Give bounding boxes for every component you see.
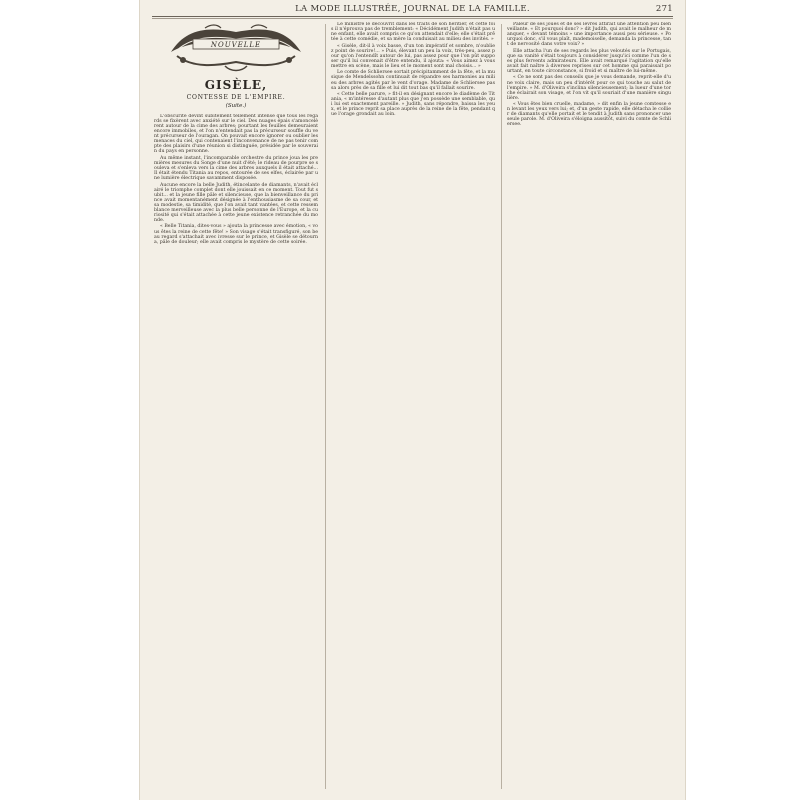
- column-separator: [501, 24, 502, 789]
- story-subtitle: CONTESSE DE L'EMPIRE.: [186, 94, 286, 101]
- column-text: [507, 22, 671, 790]
- column-1: [154, 22, 318, 792]
- page-number: 271: [655, 4, 673, 14]
- paragraph: Le ministre le découvrit dans les traits de son héritier, et cette fois il n'éprouva pas de tremblement: « Décidément Judith n'était pas une enfant, elle avait compris ce qu'on attendait d'elle; elle s'était prêtée à cette comédie, et sa mère la conduisait au milieu des invités. »: [331, 22, 495, 43]
- paragraph: « Ce ne sont pas des conseils que je vous demande, reprit-elle d'une voix claire, mais un peu d'intérêt pour ce qui touche au salut de l'empire. » M. d'Oliveira s'inclina silencieusement; la lueur d'une torche éclairait son visage, et l'on vit qu'il souriait d'une manière singulière.: [507, 75, 671, 101]
- paragraph: « Belle Titania, dites-vous » ajouta la princesse avec émotion, « vous êtes la reine de cette fête! » Son visage s'était transfiguré, son beau regard s'attachait avec ivresse sur le prince, et Gisèle se détourna, pâle de douleur; elle avait compris le mystère de cette soirée.: [154, 224, 318, 245]
- paragraph: Le comte de Schliersee sortait précipitamment de la fête, et la musique de Mendelssohn continuait de répandre ses harmonies au milieu des arbres agités par le vent d'orage. Madame de Schliersee passa alors près de sa fille et lui dit tout bas qu'il fallait sourire.: [331, 70, 495, 91]
- column-2: [331, 22, 495, 792]
- column-separator: [325, 24, 326, 789]
- story-continuation-note: (Suite.): [225, 103, 247, 109]
- banner-label: NOUVELLE: [210, 41, 262, 49]
- paragraph: Pâleur de ses joues et de ses lèvres attirait une attention peu bienveillante. « Et pourquoi donc? » dit Judith, qui avait le malheur de manquer, « devant témoins » une importance aussi peu sérieuse. « Pourquoi donc, s'il vous plaît, mademoiselle, demanda la princesse, tant de nervosité dans votre voix? »: [507, 22, 671, 48]
- section-banner: [165, 22, 307, 74]
- paragraph: Elle attacha l'un de ses regards les plus veloutés sur le Portugais, que sa vanité s'était toujours à considérer jusqu'ici comme l'un de ses plus fervents admirateurs. Elle avait remarqué l'agitation qu'elle avait fait naître à diverses reprises sur cet homme qui paraissait pourtant, en toute circonstance, si froid et si maître de lui-même.: [507, 48, 671, 74]
- paragraph: « Vous êtes bien cruelle, madame, » dit enfin la jeune comtesse en levant les yeux vers lui; et, d'un geste rapide, elle détacha le collier de diamants qu'elle portait et le tendit à Judith sans prononcer une seule parole. M. d'Oliveira s'éloigna aussitôt, suivi du comte de Schliersee.: [507, 102, 671, 128]
- paragraph: Aucune encore la belle Judith, étincelante de diamants, n'avait éclairé le triomphe complet dont elle jouissait en ce moment. Tout fut subit... et la jeune fille pâle et silencieuse, que la bienveillance du prince avait momentanément désignée à l'enthousiasme de sa cour, et sa modestie, sa timidité, que l'on avait tant vantées, et cette ressemblance merveilleuse avec la plus belle personne de l'Europe, et la curiosité qui s'était attachée à cette jeune existence retranchée du monde.: [154, 182, 318, 223]
- header-rule: [152, 16, 673, 17]
- paragraph: L'obscurité devint subitement tellement intense que tous les regards se fixèrent avec anxiété sur le ciel. Des nuages épais s'amoncelèrent autour de la cime des arbres; pourtant les feuilles demeuraient encore immobiles, et l'on n'entendait pas la précurseur souffle du vent précurseur de l'ouragan. On pouvait encore ignorer ou oublier les menaces du ciel, qui contenaient l'inconvenance de ne pas tenir compte des plaisirs d'une réunion si distinguée, présidée par le souverain du pays en personne.: [154, 114, 318, 155]
- newspaper-page: [140, 0, 685, 800]
- page-header: [152, 2, 673, 16]
- story-title: GISÈLE,: [204, 78, 268, 92]
- column-text: [154, 114, 318, 754]
- header-rule-secondary: [152, 18, 673, 19]
- column-3: [507, 22, 671, 792]
- column-text: [331, 22, 495, 790]
- journal-title: LA MODE ILLUSTRÉE, JOURNAL DE LA FAMILLE.: [295, 4, 530, 14]
- paragraph: « Gisèle, dit-il à voix basse, d'un ton impératif et sombre, n'oubliez point de sourire!... » Puis, élevant un peu la voix, très-peu, assez pour qu'on l'entendît autour de lui, pas assez pour que l'on pût supposer qu'il lui convenait d'être entendu, il ajouta: « Vous aimez à vous mettre en scène, mais le lieu et le moment sont mal choisis... »: [331, 43, 495, 69]
- paragraph: « Cette belle parure, » fit-il en désignant encore le diadème de Titania, « m'intéresse d'autant plus que j'en possède une semblable, qui lui est exactement pareille. » Judith, sans répondre, baissa les yeux, et le prince reprit sa place auprès de la reine de la fête, pendant que l'orage grondait au loin.: [331, 92, 495, 118]
- paragraph: Au même instant, l'incomparable orchestre du prince joua les premières mesures du Songe d'une nuit d'été; le rideau de pourpre se souleva et s'enleva vers la cime des arbres auxquels il était attaché... Il était étendu Titania au repos, entourée de ses elfes, éclairée par une lumière électrique savamment disposée.: [154, 155, 318, 182]
